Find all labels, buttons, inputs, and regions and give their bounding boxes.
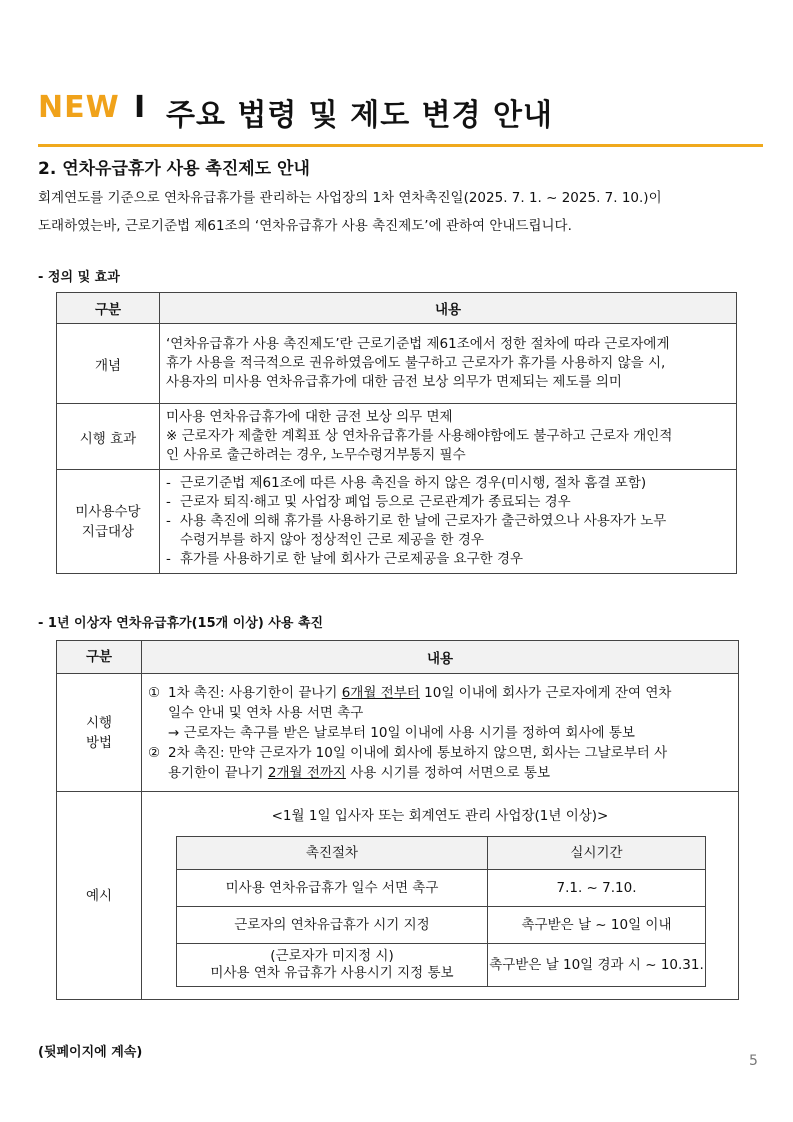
row-line: 미사용 연차유급휴가에 대한 금전 보상 의무 면제	[166, 409, 453, 425]
table-row	[177, 944, 706, 987]
table-row	[57, 792, 739, 1000]
cell-procedure	[177, 944, 488, 987]
row-key-line: 시행	[85, 714, 113, 731]
continued-note: (뒷페이지에 계속)	[38, 1045, 143, 1060]
cell-procedure: 근로자의 연차유급휴가 시기 지정	[177, 907, 488, 944]
step-1	[148, 683, 732, 743]
table-row	[57, 324, 737, 404]
cell-procedure: 미사용 연차유급휴가 일수 서면 촉구	[177, 870, 488, 907]
intro-line: 도래하였는바, 근로기준법 제61조의 ‘연차유급휴가 사용 촉진제도’에 관하여 안내드립니다.	[38, 218, 572, 234]
list-item-continuation: 수령거부를 하지 않아 정상적인 근로 제공을 한 경우	[180, 532, 484, 548]
row-value	[160, 470, 737, 574]
cell-period: 촉구받은 날 10일 경과 시 ~ 10.31.	[488, 944, 706, 987]
step-note: → 근로자는 촉구를 받은 날로부터 10일 이내에 사용 시기를 정하여 회사에 통보	[168, 724, 635, 741]
underlined-period: 6개월 전부터	[341, 684, 420, 701]
row-value	[160, 404, 737, 470]
table-header-row	[57, 293, 737, 324]
step-text: 용기한이 끝나기	[168, 764, 268, 781]
row-line: ※ 근로자가 제출한 계획표 상 연차유급휴가를 사용해야함에도 불구하고 근로자 개인적	[166, 428, 673, 444]
row-key	[57, 470, 160, 574]
row-key: 개념	[57, 324, 160, 404]
step-2	[148, 743, 732, 783]
list-item: - 근로기준법 제61조에 따른 사용 촉진을 하지 않은 경우(미시행, 절차 흠결 포함)	[166, 474, 730, 493]
new-label: NEW	[38, 90, 120, 125]
header-category: 구분	[57, 641, 142, 674]
example-table	[176, 836, 706, 987]
step-marker: ②	[148, 744, 161, 761]
promotion-table	[56, 640, 739, 1000]
underlined-period: 2개월 전까지	[267, 764, 346, 781]
table-row	[57, 470, 737, 574]
header-category: 구분	[57, 293, 160, 324]
list-item: - 휴가를 사용하기로 한 날에 회사가 근로제공을 요구한 경우	[166, 550, 730, 569]
row-line: 인 사유로 출근하려는 경우, 노무수령거부통지 필수	[166, 447, 466, 463]
header-content: 내용	[142, 641, 739, 674]
intro-line: 회계연도를 기준으로 연차유급휴가를 관리하는 사업장의 1차 연차촉진일(2025. 7. 1. ~ 2025. 7. 10.)이	[38, 190, 662, 206]
list-item	[166, 512, 730, 550]
row-key	[57, 674, 142, 792]
row-line: ‘연차유급휴가 사용 촉진제도’란 근로기준법 제61조에서 정한 절차에 따라 근로자에게	[166, 336, 670, 352]
header-content: 내용	[160, 293, 737, 324]
example-caption: <1월 1일 입사자 또는 회계연도 관리 사업장(1년 이상)>	[271, 808, 609, 824]
row-key-line: 방법	[85, 734, 113, 751]
row-value	[160, 324, 737, 404]
list-item-text: - 사용 촉진에 의해 휴가를 사용하기로 한 날에 근로자가 출근하였으나 사용자가 노무	[180, 513, 667, 529]
row-value	[142, 792, 739, 1000]
table-row	[177, 907, 706, 944]
cell-line: 미사용 연차 유급휴가 사용시기 지정 통보	[210, 965, 454, 981]
step-text: 2차 촉진: 만약 근로자가 10일 이내에 회사에 통보하지 않으면, 회사는 그날로부터 사	[168, 744, 668, 761]
row-key-line: 지급대상	[81, 523, 135, 540]
page-title: 주요 법령 및 제도 변경 안내	[166, 98, 554, 133]
row-value	[142, 674, 739, 792]
cell-period: 촉구받은 날 ~ 10일 이내	[488, 907, 706, 944]
step-text: 일수 안내 및 연차 사용 서면 촉구	[168, 704, 364, 721]
table-header-row	[57, 641, 739, 674]
row-line: 사용자의 미사용 연차유급휴가에 대한 금전 보상 의무가 면제되는 제도를 의미	[166, 374, 622, 390]
list-item: - 근로자 퇴직·해고 및 사업장 폐업 등으로 근로관계가 종료되는 경우	[166, 493, 730, 512]
header-bar: I	[134, 90, 146, 125]
header-period: 실시기간	[488, 837, 706, 870]
page-number: 5	[749, 1053, 758, 1069]
table-header-row	[177, 837, 706, 870]
row-key-line: 미사용수당	[75, 503, 141, 520]
eligibility-list	[166, 474, 730, 569]
step-text: 10일 이내에 회사가 근로자에게 잔여 연차	[419, 684, 672, 701]
subheading-promotion: - 1년 이상자 연차유급휴가(15개 이상) 사용 촉진	[38, 616, 324, 631]
cell-line: (근로자가 미지정 시)	[270, 948, 394, 964]
step-marker: ①	[148, 684, 161, 701]
page-header	[38, 88, 763, 147]
table-row	[57, 404, 737, 470]
intro-paragraph	[38, 184, 758, 240]
step-text: 1차 촉진: 사용기한이 끝나기	[168, 684, 342, 701]
table-row	[57, 674, 739, 792]
step-text: 사용 시기를 정하여 서면으로 통보	[345, 764, 550, 781]
definition-table	[56, 292, 737, 574]
row-key: 시행 효과	[57, 404, 160, 470]
row-key: 예시	[57, 792, 142, 1000]
row-line: 휴가 사용을 적극적으로 권유하였음에도 불구하고 근로자가 휴가를 사용하지 않을 시,	[166, 355, 666, 371]
section-title: 2. 연차유급휴가 사용 촉진제도 안내	[38, 159, 310, 179]
subheading-definition: - 정의 및 효과	[38, 270, 120, 285]
header-procedure: 촉진절차	[177, 837, 488, 870]
table-row	[177, 870, 706, 907]
cell-period: 7.1. ~ 7.10.	[488, 870, 706, 907]
